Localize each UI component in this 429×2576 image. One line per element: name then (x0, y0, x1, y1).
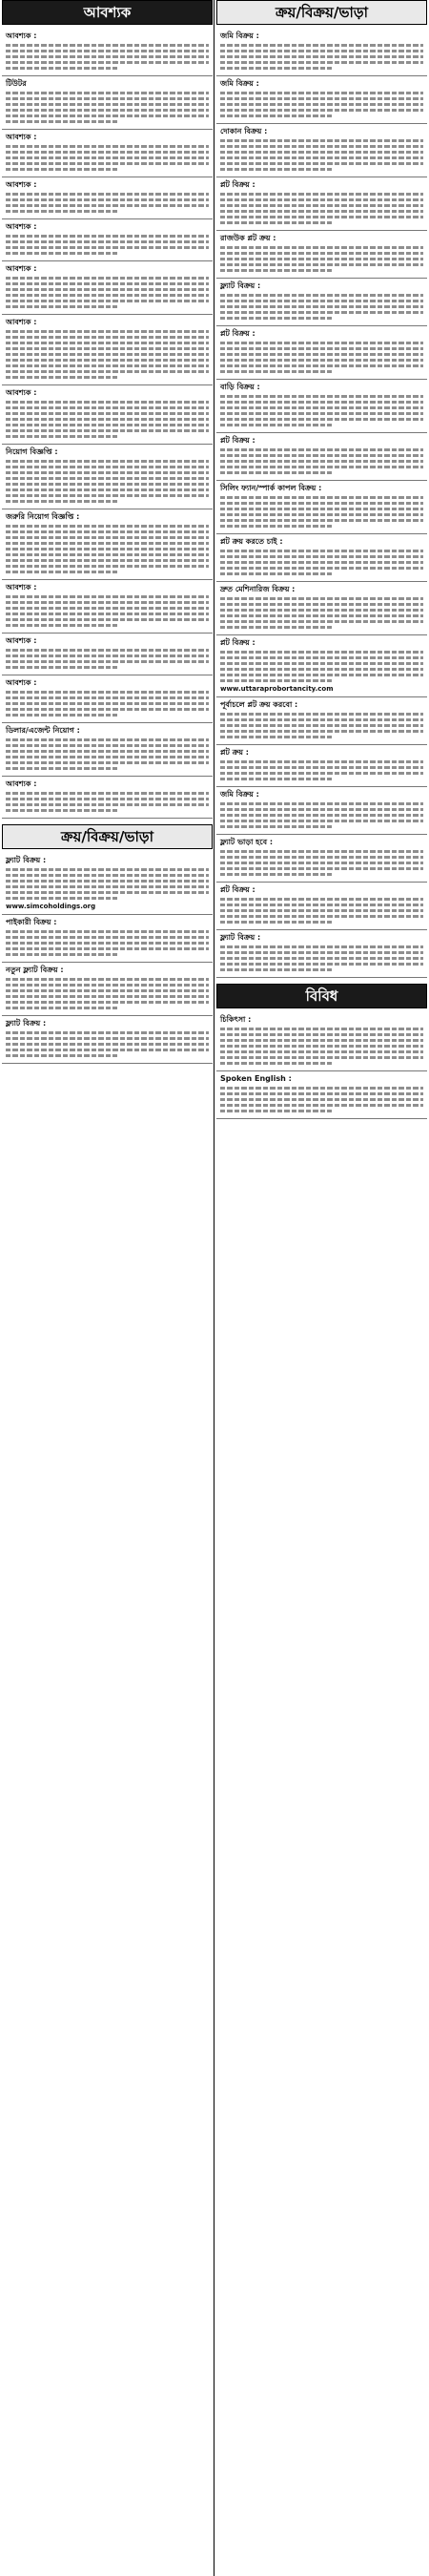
classified-ad (2, 509, 213, 580)
ad-heading: নতুন ফ্ল্যাট বিক্রয় : (6, 966, 64, 974)
classified-ad (216, 1012, 427, 1071)
ad-heading: প্লট বিক্রয় : (220, 329, 255, 338)
ad-body-text (220, 945, 423, 971)
classified-ad (216, 787, 427, 835)
classified-ad (2, 29, 213, 76)
ad-heading: ফ্ল্যাট বিক্রয় : (220, 281, 261, 290)
classified-ad (2, 261, 213, 315)
classified-ad (2, 445, 213, 509)
ad-body-text (220, 395, 423, 426)
ad-heading: দ্রুত মেশিনারিজ বিক্রয় : (220, 585, 296, 593)
ad-heading: ফ্ল্যাট ভাড়া হবে : (220, 838, 274, 846)
ad-heading: টিউটর (6, 79, 27, 88)
ad-body-text (6, 868, 209, 900)
ad-heading: প্লট বিক্রয় : (220, 180, 255, 189)
classified-ad (2, 385, 213, 445)
ad-body-text (220, 1028, 423, 1065)
classified-ad (216, 697, 427, 745)
ad-heading: বাড়ি বিক্রয় : (220, 383, 260, 391)
ad-body-text (6, 595, 209, 627)
section-header-buy-sell-rent: ক্রয়/বিক্রয়/ভাড়া (216, 0, 427, 25)
ad-heading: প্লট বিক্রয় : (220, 638, 255, 647)
ad-body-text (6, 691, 209, 717)
ad-heading: আবশ্যক : (6, 388, 37, 397)
classified-ad (216, 635, 427, 697)
ad-body-text (220, 1087, 423, 1112)
ad-heading: নিয়োগ বিজ্ঞপ্তি : (6, 447, 58, 456)
classified-ad (2, 675, 213, 723)
classified-ad (216, 883, 427, 930)
ad-heading: পাইকারী বিক্রয় : (6, 918, 57, 926)
classified-ad (216, 76, 427, 124)
classified-ad (2, 634, 213, 675)
ad-body-text (6, 44, 209, 70)
ad-body-text (6, 460, 209, 503)
ad-heading: আবশ্যক : (6, 583, 37, 592)
classified-ad (216, 745, 427, 787)
classified-ad (216, 279, 427, 326)
classified-ad (2, 76, 213, 130)
ad-heading: ফ্ল্যাট বিক্রয় : (6, 856, 47, 864)
ad-body-text (6, 649, 209, 669)
ad-heading: আবশ্যক : (6, 264, 37, 273)
ad-heading: আবশ্যক : (6, 636, 37, 645)
ad-body-text (220, 760, 423, 780)
classified-ad (2, 580, 213, 634)
ad-heading: আবশ্যক : (6, 678, 37, 687)
ad-heading: সিলিং ফ্যান/স্পার্ক কাপল বিক্রয় : (220, 484, 322, 492)
ad-heading: আবশ্যক : (6, 222, 37, 231)
ad-heading: আবশ্যক : (6, 180, 37, 189)
ad-body-text (220, 713, 423, 738)
ad-body-text (220, 550, 423, 575)
classified-ad (2, 853, 213, 915)
ad-body-text (220, 448, 423, 474)
section-header-wanted: আবশ্যক (2, 0, 213, 25)
ad-body-text (6, 1031, 209, 1057)
classified-ad (216, 930, 427, 978)
ad-heading: ফ্ল্যাট বিক্রয় : (6, 1019, 47, 1028)
classified-ad (216, 231, 427, 279)
ad-heading: প্লট বিক্রয় : (220, 436, 255, 445)
ad-heading: প্লট ক্রয় : (220, 748, 249, 757)
ad-body-text (220, 193, 423, 224)
ad-heading: জমি বিক্রয় : (220, 31, 259, 40)
classified-ad (2, 723, 213, 777)
classified-ad (216, 380, 427, 433)
ad-body-text (6, 930, 209, 956)
ad-heading: জমি বিক্রয় : (220, 790, 259, 799)
classified-ad (216, 1071, 427, 1119)
ad-heading: রাজউক প্লট ক্রয় : (220, 234, 276, 242)
classified-ad (2, 777, 213, 819)
classified-ad (2, 177, 213, 219)
classified-ad (2, 219, 213, 261)
classified-ad (216, 433, 427, 481)
ad-heading: আবশ্যক : (6, 318, 37, 326)
right-column (216, 0, 427, 1119)
classified-ad (216, 177, 427, 231)
classified-ad (216, 481, 427, 534)
ad-heading: পূর্বাচলে প্লট ক্রয় করবো : (220, 700, 298, 709)
ad-heading: আবশ্যক : (6, 133, 37, 141)
ad-body-text (6, 792, 209, 812)
ad-body-text (6, 277, 209, 308)
ad-heading: প্লট বিক্রয় : (220, 885, 255, 894)
classified-ad (2, 315, 213, 385)
ad-heading: চিকিৎসা : (220, 1015, 252, 1024)
ad-heading: প্লট ক্রয় করতে চাই : (220, 537, 283, 546)
ad-body-text (220, 92, 423, 117)
ad-heading: দোকান বিক্রয় : (220, 127, 268, 135)
section-header-misc: বিবিধ (216, 984, 427, 1008)
ad-website-link[interactable]: www.simcoholdings.org (6, 903, 96, 910)
classified-ad (2, 963, 213, 1016)
classified-ad (216, 124, 427, 177)
wanted-ads-list (2, 29, 213, 819)
ad-website-link[interactable]: www.uttaraprobortancity.com (220, 685, 334, 693)
ad-heading: ফ্ল্যাট বিক্রয় : (220, 933, 261, 942)
ad-heading: জরুরি নিয়োগ বিজ্ঞপ্তি : (6, 512, 80, 521)
ad-body-text (6, 193, 209, 213)
ad-body-text (6, 235, 209, 255)
classified-ad (2, 130, 213, 177)
buy-sell-rent-ads-list-left (2, 853, 213, 1064)
left-column (2, 0, 213, 1064)
ad-heading: জমি বিক্রয় : (220, 79, 259, 88)
ad-body-text (6, 978, 209, 1009)
buy-sell-rent-ads-list (216, 29, 427, 978)
ad-heading: Spoken English : (220, 1074, 292, 1083)
ad-body-text (6, 330, 209, 379)
ad-body-text (6, 401, 209, 438)
misc-ads-list (216, 1012, 427, 1119)
ad-body-text (6, 145, 209, 171)
ad-body-text (6, 525, 209, 573)
ad-heading: ডিলার/এজেন্ট নিয়োগ : (6, 726, 80, 735)
ad-heading: আবশ্যক : (6, 31, 37, 40)
ad-body-text (220, 496, 423, 528)
classified-ad (2, 915, 213, 963)
classified-ad (2, 1016, 213, 1064)
ad-body-text (220, 342, 423, 373)
ad-body-text (220, 651, 423, 682)
section-header-buy-sell-rent-left: ক্রয়/বিক্রয়/ভাড়া (2, 824, 213, 849)
ad-body-text (220, 597, 423, 629)
classified-ad (216, 582, 427, 635)
ad-body-text (220, 850, 423, 876)
ad-body-text (220, 246, 423, 272)
ad-body-text (220, 898, 423, 924)
ad-body-text (220, 139, 423, 171)
classified-ad (216, 534, 427, 582)
classified-ad (216, 835, 427, 883)
ad-body-text (6, 738, 209, 770)
ad-body-text (220, 44, 423, 70)
ad-body-text (220, 802, 423, 828)
ad-heading: আবশ্যক : (6, 779, 37, 788)
ad-body-text (6, 92, 209, 123)
classified-ad (216, 29, 427, 76)
ad-body-text (220, 294, 423, 320)
classified-ad (216, 326, 427, 380)
